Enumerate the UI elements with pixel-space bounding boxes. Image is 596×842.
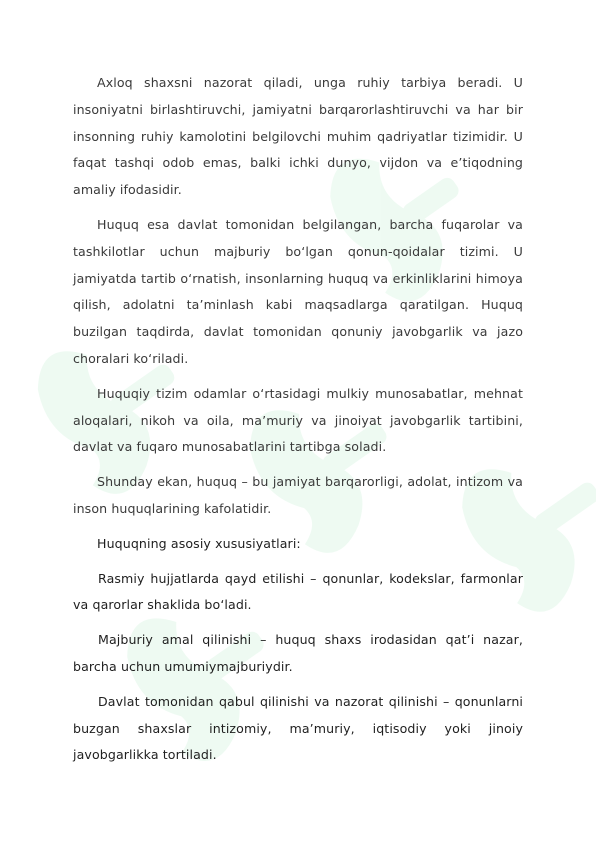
section-heading: Huquqning asosiy xususiyatlari: (97, 535, 301, 551)
paragraph-huquqiy-tizim: Huquqiy tizim odamlar o‘rtasidagi mulkiy munosabatlar, mehnat aloqalari, nikoh va oila, ma’muriy va jinoiyat javobgarlik tartibini, davlat va fuqaro munosabatlarini tartibga soladi. (73, 385, 523, 455)
list-item: Rasmiy hujjatlarda qayd etilishi – qonunlar, kodekslar, farmonlar va qarorlar shaklida bo‘ladi. (73, 570, 523, 613)
list-item: Majburiy amal qilinishi – huquq shaxs irodasidan qat’i nazar, barcha uchun umumiymajburiydir. (73, 632, 523, 674)
paragraph-huquq: Huquq esa davlat tomonidan belgilangan, barcha fuqarolar va tashkilotlar uchun majburiy bo‘lgan qonun-qoidalar tizimi. U jamiyatda tartib o‘rnatish, insonlarning huquq va erkinliklarini himoya qilish, adolatni ta’minlash kabi maqsadlarga qaratilgan. Huquq buzilgan taqdirda, davlat tomonidan qonuniy javobgarlik va jazo choralari ko‘riladi. (73, 216, 523, 366)
paragraph-axloq: Axloq shaxsni nazorat qiladi, unga ruhiy tarbiya beradi. U insoniyatni birlashtiruvchi, jamiyatni barqarorlashtiruvchi va har bir insonning ruhiy kamolotini belgilovchi muhim qadriyatlar tizimidir. U faqat tashqi odob emas, balki ichki dunyo, vijdon va e’tiqodning amaliy ifodasidir. (73, 75, 523, 198)
paragraph-xulosa: Shunday ekan, huquq – bu jamiyat barqarorligi, adolat, intizom va inson huquqlarining kafolatidir. (73, 474, 523, 516)
list-item: Davlat tomonidan qabul qilinishi va nazorat qilinishi – qonunlarni buzgan shaxslar intizomiy, ma’muriy, iqtisodiy yoki jinoiy javobgarlikka tortiladi. (73, 693, 523, 763)
document-body (73, 70, 523, 777)
